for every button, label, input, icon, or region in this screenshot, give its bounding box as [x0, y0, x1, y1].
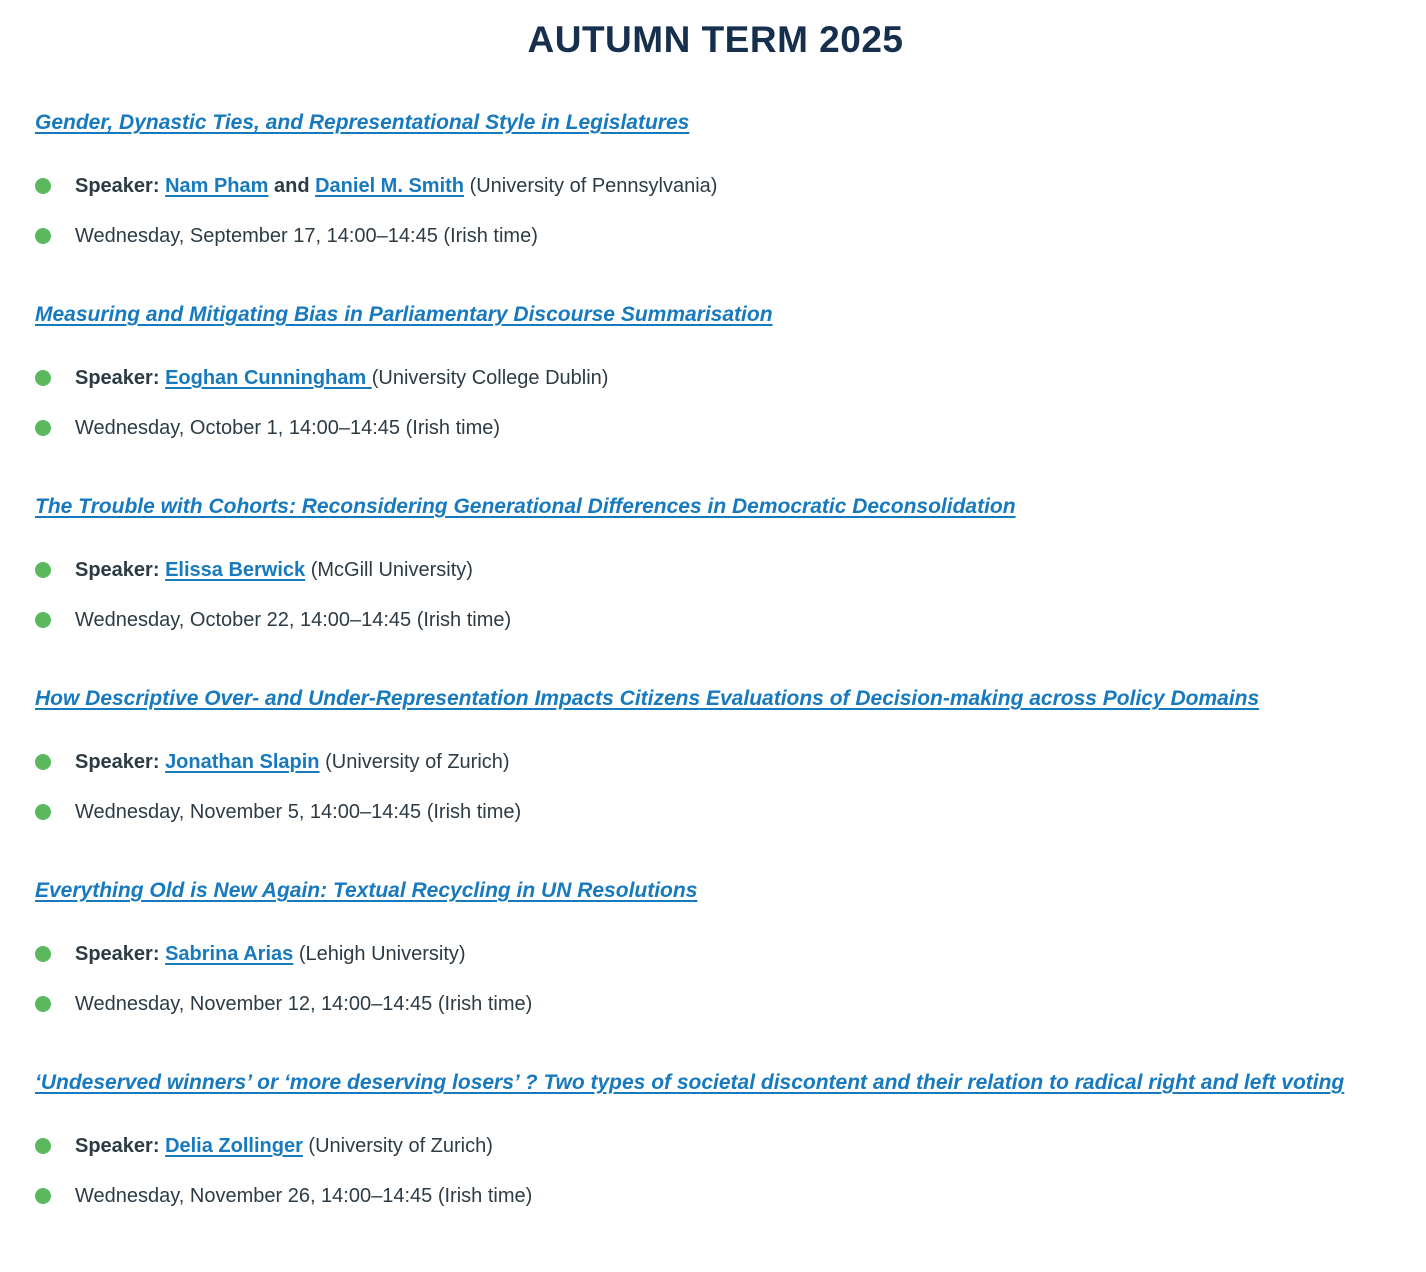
speaker-link[interactable]: Eoghan Cunningham: [165, 367, 372, 389]
bullet-icon: [35, 1138, 51, 1154]
talk-title-link[interactable]: The Trouble with Cohorts: Reconsidering Generational Differences in Democratic Deconsolidation: [35, 495, 1016, 518]
speaker-label: Speaker:: [75, 751, 166, 773]
schedule-text: Wednesday, November 26, 14:00–14:45 (Irish time): [75, 1185, 533, 1207]
talk-meta-list: [35, 1134, 1396, 1208]
talk-title-link[interactable]: Gender, Dynastic Ties, and Representational Style in Legislatures: [35, 111, 690, 134]
speaker-list-item: [35, 558, 1396, 582]
bullet-icon: [35, 1188, 51, 1204]
bullet-icon: [35, 946, 51, 962]
bullet-icon: [35, 754, 51, 770]
speaker-label: and: [268, 175, 316, 197]
speaker-affiliation: (University of Zurich): [302, 1135, 493, 1157]
speaker-line-text: [75, 1135, 493, 1157]
bullet-icon: [35, 228, 51, 244]
talk-section: [35, 1070, 1396, 1208]
schedule-list-item: [35, 608, 1396, 632]
talk-meta-list: [35, 942, 1396, 1016]
talk-meta-list: [35, 558, 1396, 632]
schedule-list-item: [35, 1184, 1396, 1208]
talk-section: [35, 494, 1396, 632]
speaker-affiliation: (University of Zurich): [319, 751, 510, 773]
speaker-list-item: [35, 366, 1396, 390]
speaker-link[interactable]: Nam Pham: [165, 175, 269, 197]
talk-title-line: [35, 302, 1396, 328]
speaker-line-text: [75, 943, 466, 965]
speaker-link[interactable]: Sabrina Arias: [165, 943, 294, 965]
speaker-link[interactable]: Delia Zollinger: [165, 1135, 303, 1157]
bullet-icon: [35, 612, 51, 628]
schedule-text: Wednesday, October 22, 14:00–14:45 (Irish time): [75, 609, 512, 631]
schedule-text: Wednesday, September 17, 14:00–14:45 (Irish time): [75, 225, 538, 247]
speaker-affiliation: (University of Pennsylvania): [464, 175, 718, 197]
speaker-link[interactable]: Elissa Berwick: [165, 559, 306, 581]
talk-title-line: [35, 494, 1396, 520]
bullet-icon: [35, 370, 51, 386]
talk-title-line: [35, 1070, 1396, 1096]
schedule-list-item: [35, 416, 1396, 440]
bullet-icon: [35, 804, 51, 820]
speaker-affiliation: (University College Dublin): [371, 367, 609, 389]
speaker-line-text: [75, 175, 717, 197]
speaker-line-text: [75, 559, 473, 581]
speaker-line-text: [75, 751, 510, 773]
talk-meta-list: [35, 366, 1396, 440]
speaker-label: Speaker:: [75, 943, 166, 965]
speaker-affiliation: (Lehigh University): [293, 943, 466, 965]
talk-section: [35, 302, 1396, 440]
schedule-list-item: [35, 992, 1396, 1016]
talk-section: [35, 878, 1396, 1016]
talk-section: [35, 686, 1396, 824]
talk-title-link[interactable]: Everything Old is New Again: Textual Recycling in UN Resolutions: [35, 879, 698, 902]
speaker-list-item: [35, 1134, 1396, 1158]
talk-meta-list: [35, 750, 1396, 824]
schedule-list-item: [35, 224, 1396, 248]
speaker-affiliation: (McGill University): [305, 559, 473, 581]
bullet-icon: [35, 562, 51, 578]
schedule-text: Wednesday, November 12, 14:00–14:45 (Irish time): [75, 993, 533, 1015]
talk-title-link[interactable]: ‘Undeserved winners’ or ‘more deserving losers’ ? Two types of societal discontent and their relation to radical right and left voting: [35, 1071, 1345, 1094]
page-title: AUTUMN TERM 2025: [527, 19, 904, 60]
speaker-list-item: [35, 750, 1396, 774]
talk-title-link[interactable]: Measuring and Mitigating Bias in Parliamentary Discourse Summarisation: [35, 303, 773, 326]
speaker-label: Speaker:: [75, 367, 166, 389]
talk-title-link[interactable]: How Descriptive Over- and Under-Representation Impacts Citizens Evaluations of Decision-making across Policy Domains: [35, 687, 1260, 710]
schedule-text: Wednesday, November 5, 14:00–14:45 (Irish time): [75, 801, 522, 823]
speaker-line-text: [75, 367, 608, 389]
talk-section: [35, 110, 1396, 248]
bullet-icon: [35, 178, 51, 194]
speaker-link[interactable]: Daniel M. Smith: [315, 175, 465, 197]
talks-list: [35, 110, 1396, 1208]
talk-title-line: [35, 110, 1396, 136]
speaker-list-item: [35, 174, 1396, 198]
speaker-list-item: [35, 942, 1396, 966]
talk-title-line: [35, 878, 1396, 904]
speaker-label: Speaker:: [75, 559, 166, 581]
bullet-icon: [35, 996, 51, 1012]
schedule-list-item: [35, 800, 1396, 824]
speaker-label: Speaker:: [75, 1135, 166, 1157]
schedule-text: Wednesday, October 1, 14:00–14:45 (Irish time): [75, 417, 501, 439]
talk-meta-list: [35, 174, 1396, 248]
talk-title-line: [35, 686, 1396, 712]
speaker-link[interactable]: Jonathan Slapin: [165, 751, 320, 773]
speaker-label: Speaker:: [75, 175, 166, 197]
bullet-icon: [35, 420, 51, 436]
